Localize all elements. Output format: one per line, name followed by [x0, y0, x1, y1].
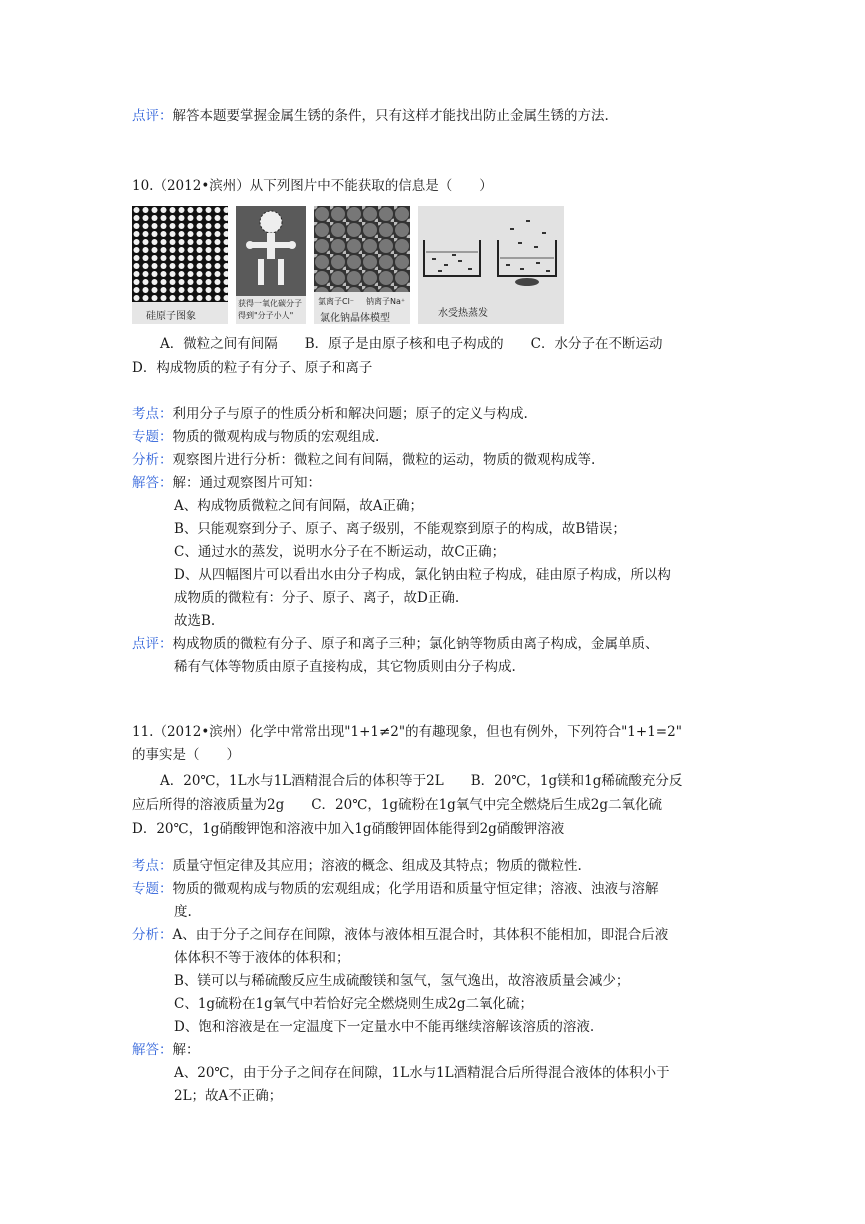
q10-jieda — [132, 473, 321, 493]
jieda-tag: 解答： — [132, 475, 173, 491]
q10-figures — [132, 206, 564, 324]
cap-silicon: 硅原子图象 — [146, 311, 196, 322]
q10-kaodian — [132, 404, 528, 424]
kaodian-tag: 考点： — [132, 406, 173, 422]
jieda-line: A、20℃，由于分子之间存在间隙，1L水与1L酒精混合后所得混合液体的体积小于 — [174, 1065, 670, 1081]
fenxi-line: A、由于分子之间存在间隙，液体与液体相互混合时，其体积不能相加，即混合后液 — [172, 927, 669, 943]
q11-kaodian — [132, 856, 582, 876]
q10-options-1: A．微粒之间有间隔 B．原子是由原子核和电子构成的 C．水分子在不断运动 — [160, 336, 663, 352]
molecule-man-figure — [236, 206, 306, 324]
zhuanti-text: 物质的微观构成与物质的宏观组成；化学用语和质量守恒定律；溶液、浊液与溶解 — [172, 881, 659, 897]
kaodian-tag: 考点： — [132, 858, 173, 874]
dianping-line: 构成物质的微粒有分子、原子和离子三种；氯化钠等物质由离子构成，金属单质、 — [172, 636, 659, 652]
jieda-line: 2L；故A不正确； — [174, 1088, 283, 1104]
q10-stem: 10.（2012•滨州）从下列图片中不能获取的信息是（ ） — [132, 178, 493, 194]
dianping-tag: 点评： — [132, 636, 173, 652]
nacl-crystal-figure — [314, 206, 410, 324]
review-tag: 点评： — [132, 108, 173, 124]
prev-review — [132, 106, 609, 126]
fenxi-tag: 分析： — [132, 927, 173, 943]
cap-evaporation: 水受热蒸发 — [438, 308, 488, 319]
jieda-line: 成物质的微粒有：分子、原子、离子，故D正确. — [174, 590, 460, 606]
zhuanti-tag: 专题： — [132, 429, 173, 445]
cap-cl-ion: 氯离子Cl⁻ — [318, 297, 355, 306]
jieda-tag: 解答： — [132, 1042, 173, 1058]
fenxi-line: 体体积不等于液体的体积和； — [174, 950, 350, 966]
molecule-man-image — [236, 206, 306, 296]
water-evaporation-figure — [418, 206, 564, 324]
q10-dianping — [132, 634, 659, 654]
zhuanti-text-2: 度. — [174, 904, 192, 920]
fenxi-text: 观察图片进行分析：微粒之间有间隔，微粒的运动，物质的微观构成等. — [172, 452, 596, 468]
jieda-line: C、通过水的蒸发，说明水分子在不断运动，故C正确； — [174, 544, 506, 560]
q11-stem-2: 的事实是（ ） — [132, 747, 240, 763]
silicon-atom-figure — [132, 206, 228, 324]
fenxi-line: B、镁可以与稀硫酸反应生成硫酸镁和氢气，氢气逸出，故溶液质量会减少； — [174, 973, 630, 989]
q11-fenxi — [132, 925, 668, 945]
jieda-line: A、构成物质微粒之间有间隔，故A正确； — [174, 498, 423, 514]
q10-zhuanti — [132, 427, 379, 447]
cap-nacl: 氯化钠晶体模型 — [320, 313, 390, 324]
q11-jieda — [132, 1040, 200, 1060]
jieda-line: 故选B. — [174, 613, 216, 629]
jieda-line: D、从四幅图片可以看出水由分子构成，氯化钠由粒子构成，硅由原子构成，所以构 — [174, 567, 671, 583]
q11-option-line-3: D．20℃，1g硝酸钾饱和溶液中加入1g硝酸钾固体能得到2g硝酸钾溶液 — [132, 821, 565, 837]
jieda-line: 解：通过观察图片可知： — [172, 475, 321, 491]
cap-na-ion: 钠离子Na⁺ — [366, 297, 406, 306]
nacl-crystal-image — [314, 206, 410, 292]
jieda-line: 解： — [172, 1042, 200, 1058]
q10-fenxi — [132, 450, 595, 470]
silicon-atom-image — [132, 206, 228, 302]
review-text: 解答本题要掌握金属生锈的条件，只有这样才能找出防止金属生锈的方法. — [172, 108, 609, 124]
fenxi-line: C、1g硫粉在1g氧气中若恰好完全燃烧则生成2g二氧化硫； — [174, 996, 534, 1012]
kaodian-text: 利用分子与原子的性质分析和解决问题；原子的定义与构成. — [172, 406, 528, 422]
water-evaporation-image — [418, 206, 564, 292]
q11-option-line-1: A．20℃，1L水与1L酒精混合后的体积等于2L B．20℃，1g镁和1g稀硫酸充分反 — [160, 773, 683, 789]
q11-option-line-2: 应后所得的溶液质量为2g C．20℃，1g硫粉在1g氧气中完全燃烧后生成2g二氧化硫 — [132, 797, 663, 813]
kaodian-text: 质量守恒定律及其应用；溶液的概念、组成及其特点；物质的微粒性. — [172, 858, 582, 874]
jieda-line: B、只能观察到分子、原子、离子级别，不能观察到原子的构成，故B错误； — [174, 521, 626, 537]
cap-molecule-1: 获得一氧化碳分子 — [238, 299, 302, 308]
q11-stem-1: 11.（2012•滨州）化学中常常出现"1+1≠2"的有趣现象，但也有例外，下列符合"1+1=2" — [132, 724, 682, 740]
dianping-line: 稀有气体等物质由原子直接构成，其它物质则由分子构成. — [174, 659, 516, 675]
q10-options-2: D．构成物质的粒子有分子、原子和离子 — [132, 360, 373, 376]
fenxi-line: D、饱和溶液是在一定温度下一定量水中不能再继续溶解该溶质的溶液. — [174, 1019, 595, 1035]
q11-zhuanti — [132, 879, 659, 899]
zhuanti-text: 物质的微观构成与物质的宏观组成. — [172, 429, 380, 445]
fenxi-tag: 分析： — [132, 452, 173, 468]
zhuanti-tag: 专题： — [132, 881, 173, 897]
cap-molecule-2: 得到"分子小人" — [238, 311, 294, 320]
